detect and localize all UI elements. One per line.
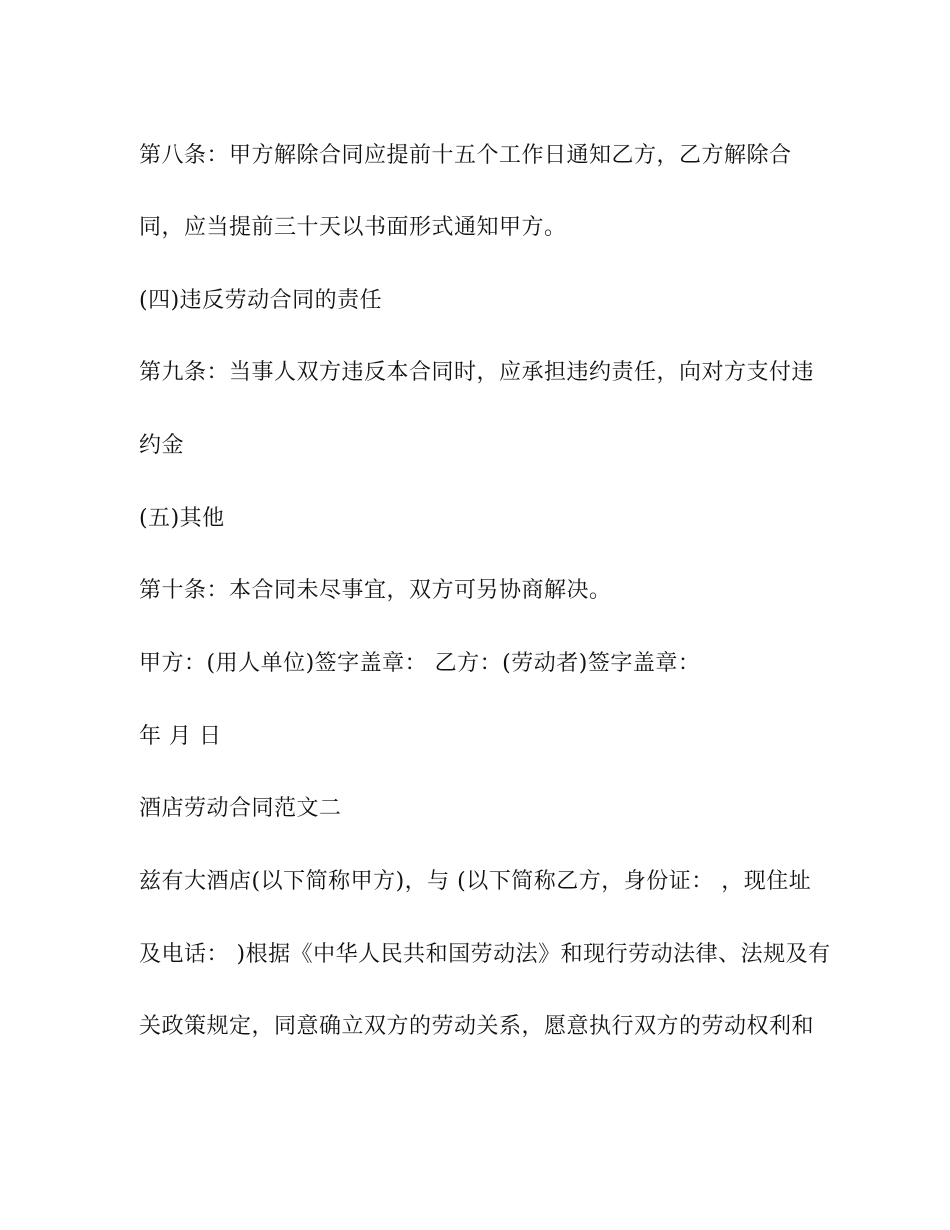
date-line: 年 月 日 (139, 724, 222, 749)
document-title-2: 酒店劳动合同范文二 (139, 796, 342, 821)
article-10: 第十条：本合同未尽事宜，双方可另协商解决。 (139, 578, 612, 603)
signature-line: 甲方：(用人单位)签字盖章： 乙方：(劳动者)签字盖章： (139, 651, 701, 676)
article-8-line-2: 同，应当提前三十天以书面形式通知甲方。 (139, 215, 567, 240)
section-heading-other: (五)其他 (139, 506, 225, 531)
article-9-line-2: 约金 (139, 433, 185, 458)
preamble-line-3: 关政策规定，同意确立双方的劳动关系，愿意执行双方的劳动权利和 (139, 1014, 815, 1039)
section-heading-breach-liability: (四)违反劳动合同的责任 (139, 288, 383, 313)
article-9-line-1: 第九条：当事人双方违反本合同时，应承担违约责任，向对方支付违 (139, 360, 815, 385)
article-8-line-1: 第八条：甲方解除合同应提前十五个工作日通知乙方，乙方解除合 (139, 143, 792, 168)
preamble-line-2: 及电话： )根据《中华人民共和国劳动法》和现行劳动法律、法规及有 (139, 942, 831, 967)
preamble-line-1: 兹有大酒店(以下简称甲方)，与 (以下简称乙方，身份证： ，现住址 (139, 869, 812, 894)
